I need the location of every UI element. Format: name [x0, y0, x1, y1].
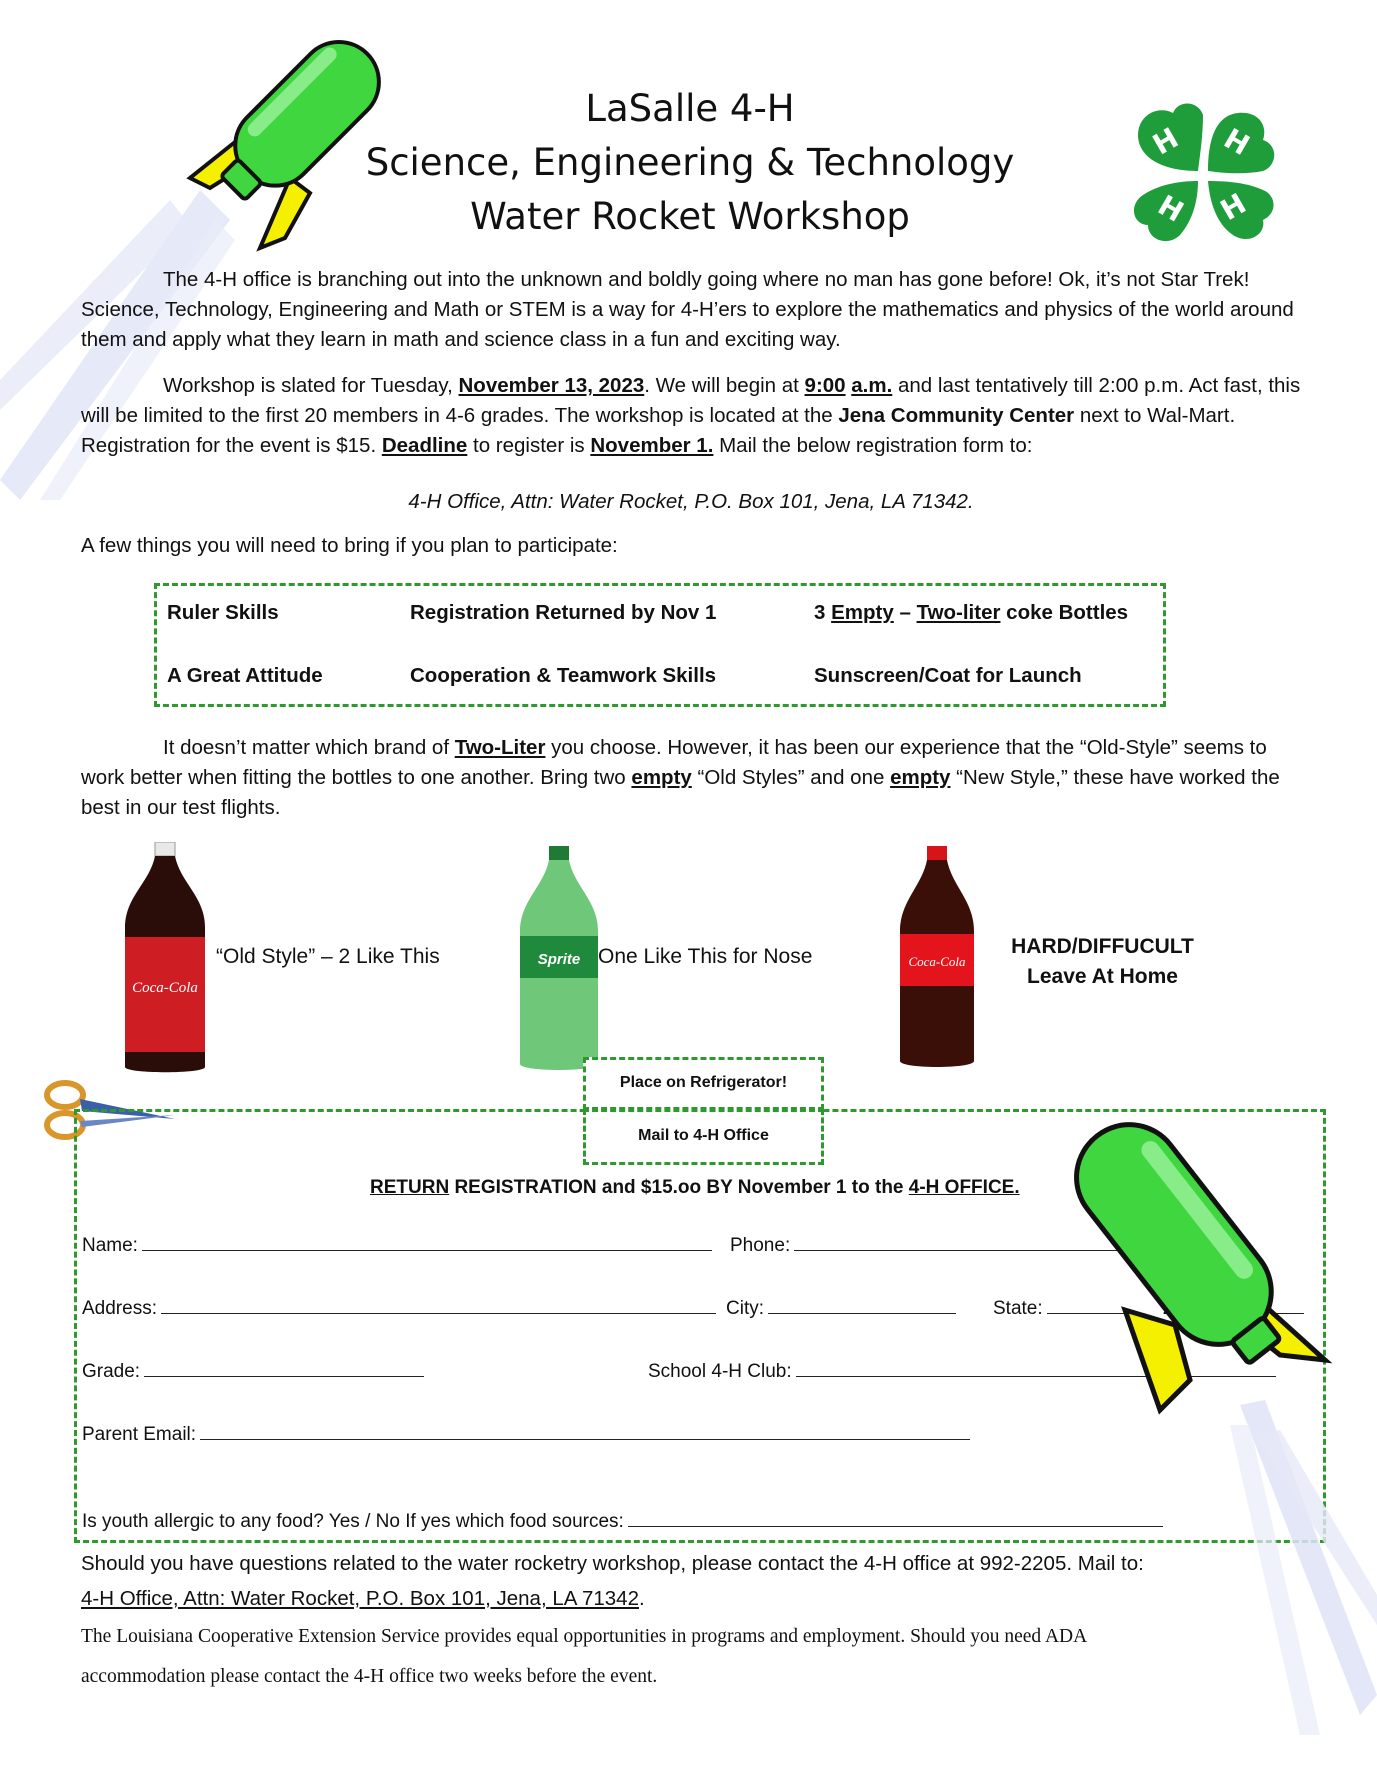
old-style-brand: Coca-Cola: [132, 980, 198, 996]
text: next to Wal-Mart. Registration for the event is $15.: [81, 404, 1236, 457]
email-field[interactable]: [82, 1421, 970, 1446]
text: “Old Styles” and one: [691, 766, 891, 789]
mail-tag: Mail to 4-H Office: [583, 1109, 824, 1165]
bring-item-attitude: A Great Attitude: [167, 664, 323, 687]
allergy-label: Is youth allergic to any food? Yes / No If yes which food sources:: [82, 1511, 624, 1532]
grade-input-line[interactable]: [144, 1358, 424, 1377]
allergy-input-line[interactable]: [628, 1508, 1163, 1527]
mail-address: 4-H Office, Attn: Water Rocket, P.O. Box 101, Jena, LA 71342.: [408, 490, 974, 513]
ada-line-2: accommodation please contact the 4-H office two weeks before the event.: [81, 1666, 658, 1687]
sprite-brand: Sprite: [537, 951, 581, 968]
allergy-field[interactable]: [82, 1508, 1163, 1533]
start-time-ampm: a.m.: [851, 374, 893, 397]
email-input-line[interactable]: [200, 1421, 970, 1440]
text: “New Style,” these have worked the best in our test flights.: [81, 766, 1280, 819]
phone-label: Phone:: [730, 1235, 791, 1256]
bring-item-ruler: Ruler Skills: [167, 601, 279, 624]
deadline-label: Deadline: [381, 434, 468, 457]
address-field[interactable]: [82, 1295, 716, 1320]
text: 3: [814, 601, 832, 624]
bring-item-teamwork: Cooperation & Teamwork Skills: [410, 664, 717, 687]
grade-field[interactable]: [82, 1358, 424, 1383]
four-h-clover-logo: [1118, 95, 1288, 255]
text: Mail the below registration form to:: [713, 434, 1033, 457]
intro-paragraph: The 4-H office is branching out into the unknown and boldly going where no man has gone before! Ok, it’s not Star Trek! Science, Technology, Engineering and Math or STEM is a way for 4-H’ers to explore the mathematics and physics of the world around them and apply what they learn in math and science class in a fun and exciting way.: [81, 268, 1294, 351]
workshop-location: Jena Community Center: [838, 404, 1075, 427]
text: Workshop is slated for Tuesday,: [163, 374, 459, 397]
text: REGISTRATION and $15.oo BY November 1 to the: [449, 1177, 909, 1198]
bottles-paragraph: [81, 733, 1301, 823]
text: and last tentatively till 2:00 p.m. Act fast, this will be limited to the first 20 members in 4-6 grades. The workshop is located at the: [81, 374, 1301, 427]
city-input-line[interactable]: [768, 1295, 956, 1314]
old-style-coke-bottle-image: [120, 842, 210, 1077]
hard-difficult-label: [1000, 932, 1205, 992]
text: coke Bottles: [1000, 601, 1129, 624]
footer-address-line: [81, 1584, 1301, 1614]
logo-letter-h-4: H: [1214, 186, 1252, 228]
logo-letter-h-1: H: [1147, 121, 1184, 162]
start-time: 9:00: [804, 374, 846, 397]
ada-notice: [81, 1617, 1301, 1697]
bring-items-box: [154, 583, 1166, 707]
text: . We will begin at: [644, 374, 805, 397]
state-label: State:: [993, 1298, 1043, 1319]
fridge-tag: Place on Refrigerator!: [583, 1057, 824, 1110]
city-label: City:: [726, 1298, 764, 1319]
text: RETURN: [370, 1177, 450, 1198]
hard-line-1: HARD/DIFFUCULT: [1011, 935, 1194, 958]
footer-address: 4-H Office, Attn: Water Rocket, P.O. Box 101, Jena, LA 71342: [81, 1587, 639, 1610]
bring-intro: A few things you will need to bring if you plan to participate:: [81, 534, 618, 557]
title-line-1: LaSalle 4-H: [585, 87, 795, 130]
logo-letter-h-2: H: [1218, 121, 1256, 163]
city-field[interactable]: [726, 1295, 956, 1320]
name-label: Name:: [82, 1235, 138, 1256]
title-line-3: Water Rocket Workshop: [470, 195, 910, 238]
ada-line-1: The Louisiana Cooperative Extension Service provides equal opportunities in programs and employment. Should you need ADA: [81, 1626, 1088, 1647]
text: you choose. However, it has been our experience that the “Old-Style” seems to work better when fitting the bottles to one another. Bring two: [81, 736, 1267, 789]
text: –: [893, 601, 917, 624]
email-label: Parent Email:: [82, 1424, 197, 1445]
text: empty: [631, 766, 692, 789]
text: empty: [890, 766, 951, 789]
bring-item-registration: Registration Returned by Nov 1: [410, 601, 717, 624]
rocket-icon-large: [1025, 1120, 1355, 1420]
text: Empty: [831, 601, 894, 624]
bring-item-sunscreen: Sunscreen/Coat for Launch: [814, 664, 1082, 687]
questions-text: Should you have questions related to the water rocketry workshop, please contact the 4-H office at 992-2205. Mail to:: [81, 1552, 1144, 1575]
title-line-2: Science, Engineering & Technology: [365, 141, 1015, 184]
logo-letter-h-3: H: [1152, 188, 1190, 229]
old-style-label: “Old Style” – 2 Like This: [216, 945, 440, 968]
grade-label: Grade:: [82, 1361, 141, 1382]
page-title: [300, 82, 1080, 244]
address-label: Address:: [82, 1298, 157, 1319]
form-heading: [370, 1177, 1020, 1199]
new-style-brand: Coca-Cola: [908, 954, 966, 969]
hard-line-2: Leave At Home: [1027, 965, 1178, 988]
text: Two-liter: [916, 601, 1001, 624]
name-field[interactable]: [82, 1232, 712, 1257]
text: .: [638, 1587, 645, 1610]
bring-item-bottles: [814, 601, 1128, 625]
address-input-line[interactable]: [161, 1295, 716, 1314]
text: Two-Liter: [454, 736, 546, 759]
sprite-bottle-image: [518, 846, 600, 1074]
text: 4-H OFFICE.: [908, 1177, 1020, 1198]
text: to register is: [467, 434, 591, 457]
workshop-details-paragraph: [81, 371, 1301, 461]
deadline-date: November 1.: [590, 434, 714, 457]
workshop-date: November 13, 2023: [458, 374, 645, 397]
new-style-coke-bottle-image: [898, 846, 976, 1071]
name-input-line[interactable]: [142, 1232, 712, 1251]
text: It doesn’t matter which brand of: [163, 736, 455, 759]
club-label: School 4-H Club:: [648, 1361, 792, 1382]
nose-label: One Like This for Nose: [598, 945, 813, 968]
